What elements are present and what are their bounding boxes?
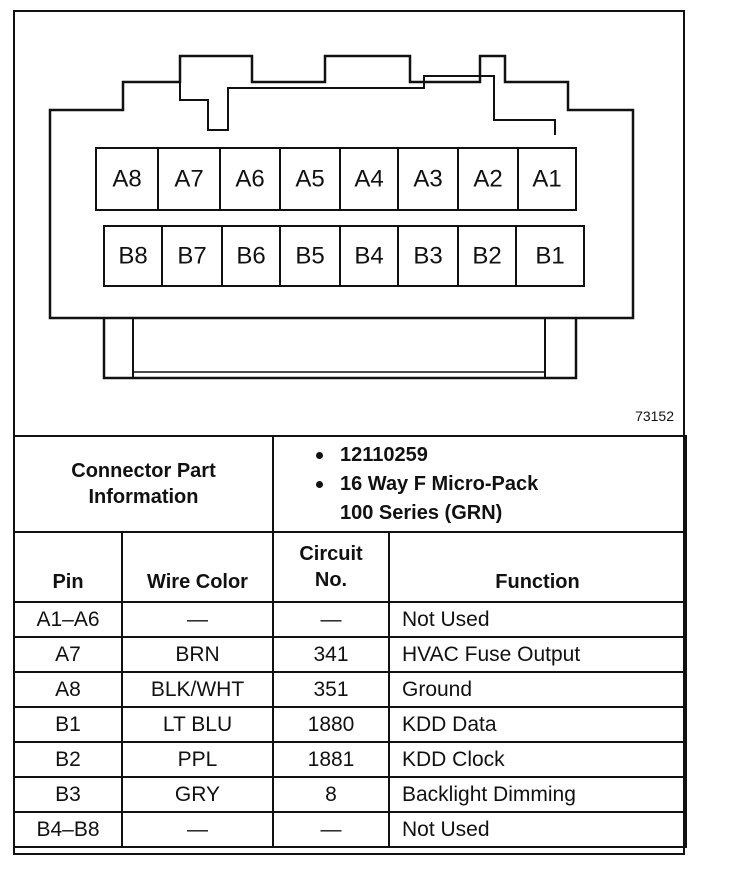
part-description-line2: 100 Series (GRN): [340, 501, 503, 524]
table-row: [14, 602, 686, 637]
cell-pin: B1: [14, 707, 122, 742]
part-number: 12110259: [314, 441, 685, 470]
part-info-values: [273, 436, 686, 532]
cell-circuit: 1880: [273, 707, 389, 742]
pin-label-b5: B5: [295, 242, 325, 270]
connector-latch: [180, 56, 555, 135]
cell-wire-color: BRN: [122, 637, 273, 672]
table-row: [14, 777, 686, 812]
table-row: [14, 812, 686, 847]
cell-pin: B2: [14, 742, 122, 777]
header-function: Function: [389, 532, 686, 602]
cell-wire-color: LT BLU: [122, 707, 273, 742]
pin-label-b4: B4: [354, 242, 384, 270]
cell-wire-color: PPL: [122, 742, 273, 777]
pin-row-a: [96, 148, 576, 210]
pin-row-b: [104, 226, 584, 286]
cell-circuit: 8: [273, 777, 389, 812]
cell-circuit: —: [273, 812, 389, 847]
table-header-row: [14, 532, 686, 602]
pin-label-a5: A5: [295, 165, 325, 193]
pin-label-a3: A3: [413, 165, 443, 193]
pin-label-b1: B1: [535, 242, 565, 270]
cell-wire-color: GRY: [122, 777, 273, 812]
header-circuit-line2: No.: [314, 569, 348, 591]
part-info-row: [14, 436, 686, 532]
part-info-label: [14, 436, 273, 532]
pin-label-a2: A2: [473, 165, 503, 193]
cell-pin: A1–A6: [14, 602, 122, 637]
pin-label-b7: B7: [177, 242, 207, 270]
figure-number: 73152: [635, 408, 674, 424]
part-info-label-line2: Information: [88, 486, 199, 508]
cell-circuit: —: [273, 602, 389, 637]
cell-pin: B3: [14, 777, 122, 812]
header-circuit-line1: Circuit: [299, 543, 363, 565]
cell-function: Backlight Dimming: [389, 777, 686, 812]
cell-circuit: 341: [273, 637, 389, 672]
pin-label-b2: B2: [472, 242, 502, 270]
pin-label-a1: A1: [532, 165, 562, 193]
part-description-line1: 16 Way F Micro-Pack: [340, 472, 539, 495]
pin-label-b3: B3: [413, 242, 443, 270]
cell-function: KDD Data: [389, 707, 686, 742]
table-row: [14, 672, 686, 707]
connector-base: [104, 318, 576, 378]
header-circuit-no: [273, 532, 389, 602]
cell-circuit: 351: [273, 672, 389, 707]
pin-label-b8: B8: [118, 242, 148, 270]
cell-pin: A7: [14, 637, 122, 672]
part-info-label-line1: Connector Part: [71, 460, 216, 482]
cell-function: Not Used: [389, 812, 686, 847]
cell-function: Ground: [389, 672, 686, 707]
cell-wire-color: —: [122, 602, 273, 637]
pin-label-b6: B6: [236, 242, 266, 270]
connector-pinout-table: [13, 435, 687, 848]
cell-wire-color: BLK/WHT: [122, 672, 273, 707]
pin-label-a4: A4: [354, 165, 384, 193]
cell-pin: B4–B8: [14, 812, 122, 847]
table-row: [14, 742, 686, 777]
cell-function: HVAC Fuse Output: [389, 637, 686, 672]
cell-pin: A8: [14, 672, 122, 707]
table-row: [14, 637, 686, 672]
cell-wire-color: —: [122, 812, 273, 847]
cell-circuit: 1881: [273, 742, 389, 777]
header-wire-color: Wire Color: [122, 532, 273, 602]
table-row: [14, 707, 686, 742]
cell-function: Not Used: [389, 602, 686, 637]
cell-function: KDD Clock: [389, 742, 686, 777]
header-pin: Pin: [14, 532, 122, 602]
pin-label-a7: A7: [174, 165, 204, 193]
pin-label-a6: A6: [235, 165, 265, 193]
part-description: [314, 470, 685, 528]
pin-label-a8: A8: [112, 165, 142, 193]
